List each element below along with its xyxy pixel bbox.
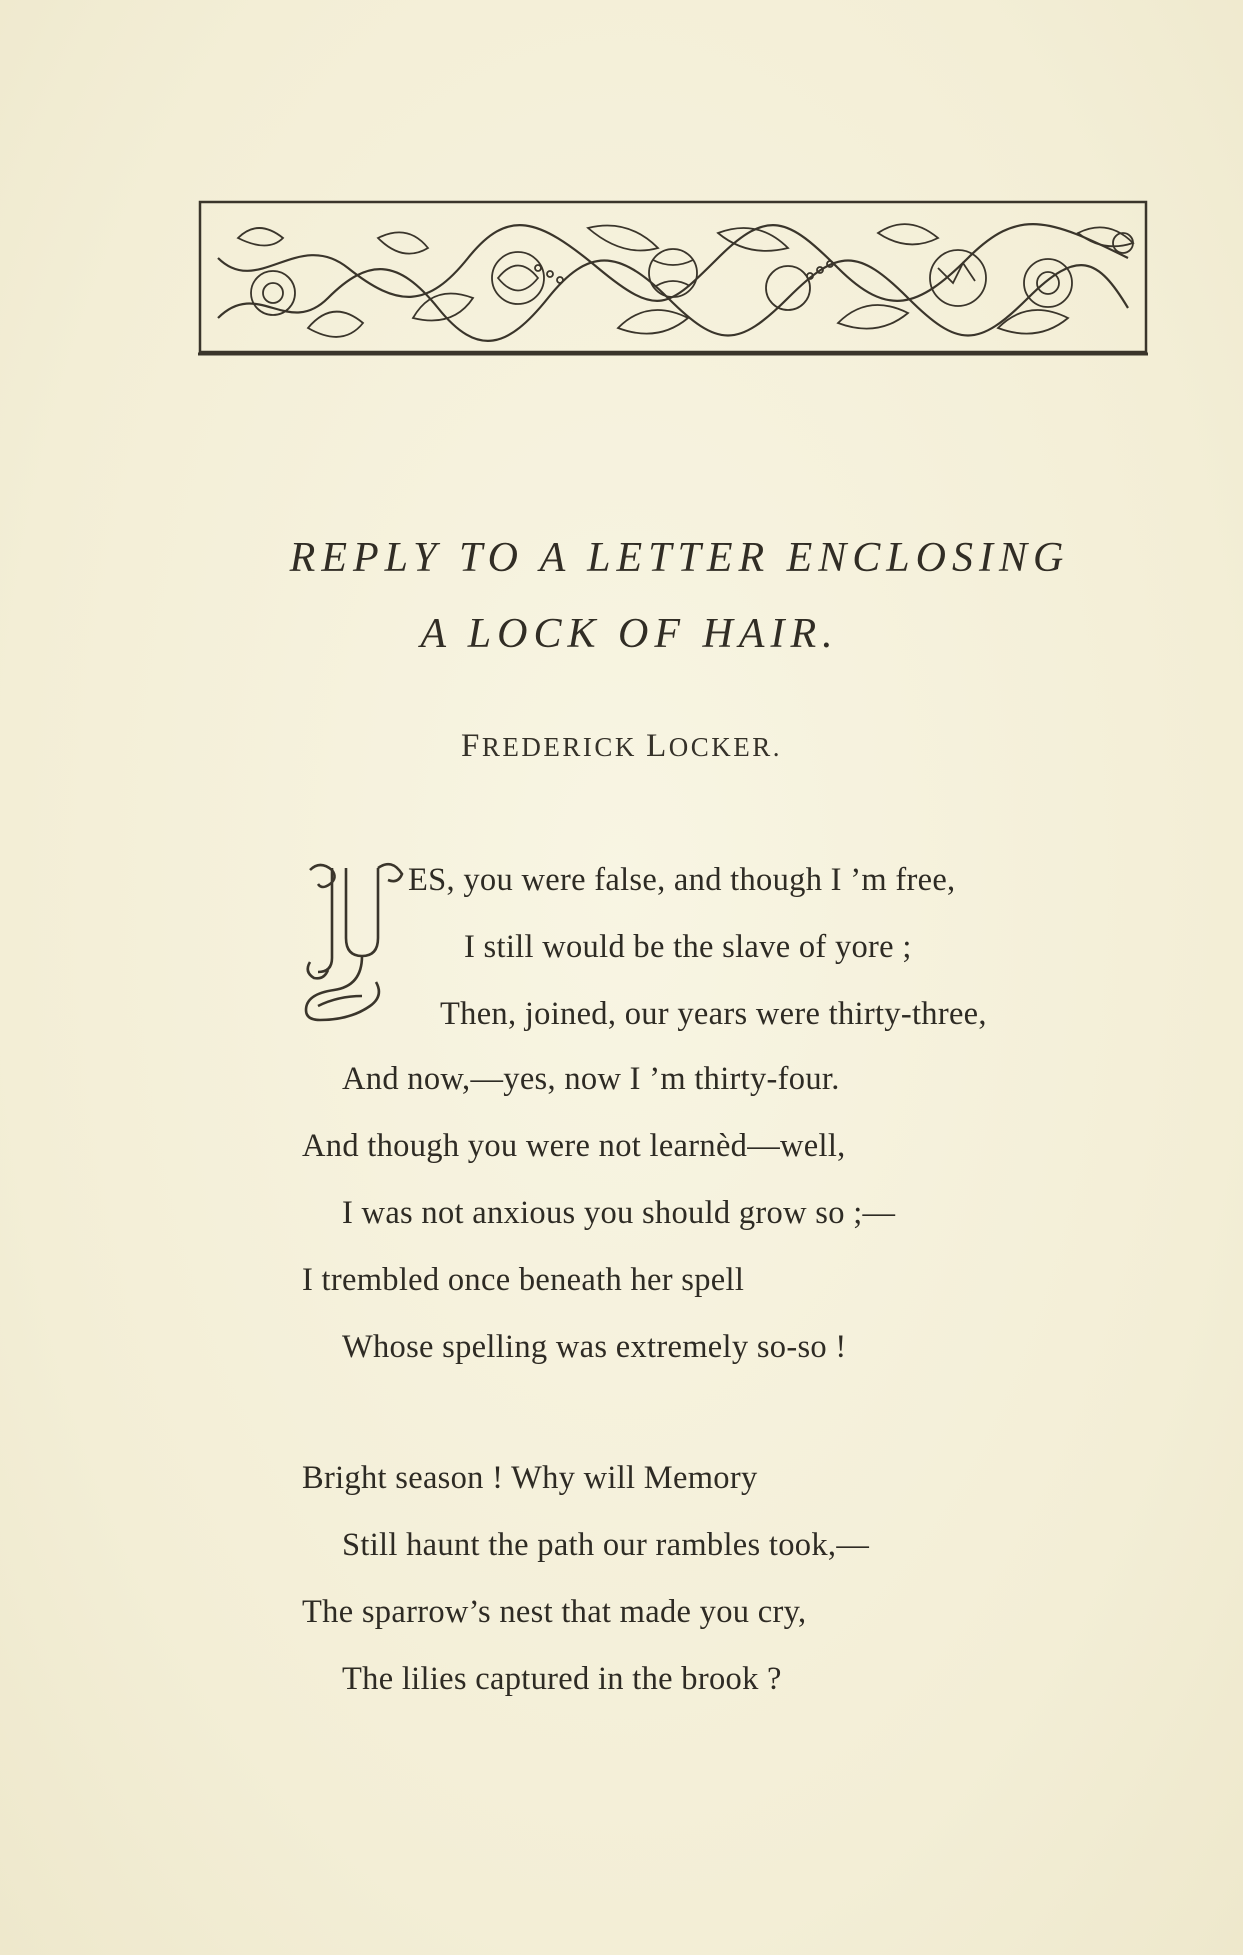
poem-line: The sparrow’s nest that made you cry,	[302, 1594, 807, 1630]
poem-line: And now,—yes, now I ’m thirty-four.	[342, 1061, 840, 1097]
author-initial-last: L	[646, 728, 669, 764]
poem-title-line-2: A LOCK OF HAIR.	[420, 611, 839, 657]
author-last-name-rest: OCKER.	[668, 732, 783, 762]
ornamental-headpiece-icon	[198, 198, 1150, 356]
poem-line: I was not anxious you should grow so ;—	[342, 1195, 896, 1231]
poem-line: And though you were not learnèd—well,	[302, 1128, 846, 1164]
poem-line: Whose spelling was extremely so-so !	[342, 1329, 847, 1365]
poem-line: I still would be the slave of yore ;	[464, 929, 912, 965]
author-initial-first: F	[460, 728, 482, 764]
poem-line: Still haunt the path our rambles took,—	[342, 1527, 870, 1563]
poem-line: The lilies captured in the brook ?	[342, 1661, 782, 1697]
poem-line: Bright season ! Why will Memory	[302, 1460, 758, 1496]
author-first-name-rest: REDERICK	[481, 732, 637, 762]
poem-line: I trembled once beneath her spell	[302, 1262, 745, 1298]
poem-line: ES, you were false, and though I ’m free,	[408, 862, 956, 898]
poem-title-line-1: REPLY TO A LETTER ENCLOSING	[289, 535, 1070, 581]
author-name	[0, 728, 1243, 765]
decorated-drop-cap-y-icon	[302, 858, 406, 1026]
poem-line: Then, joined, our years were thirty-three,	[440, 996, 987, 1032]
